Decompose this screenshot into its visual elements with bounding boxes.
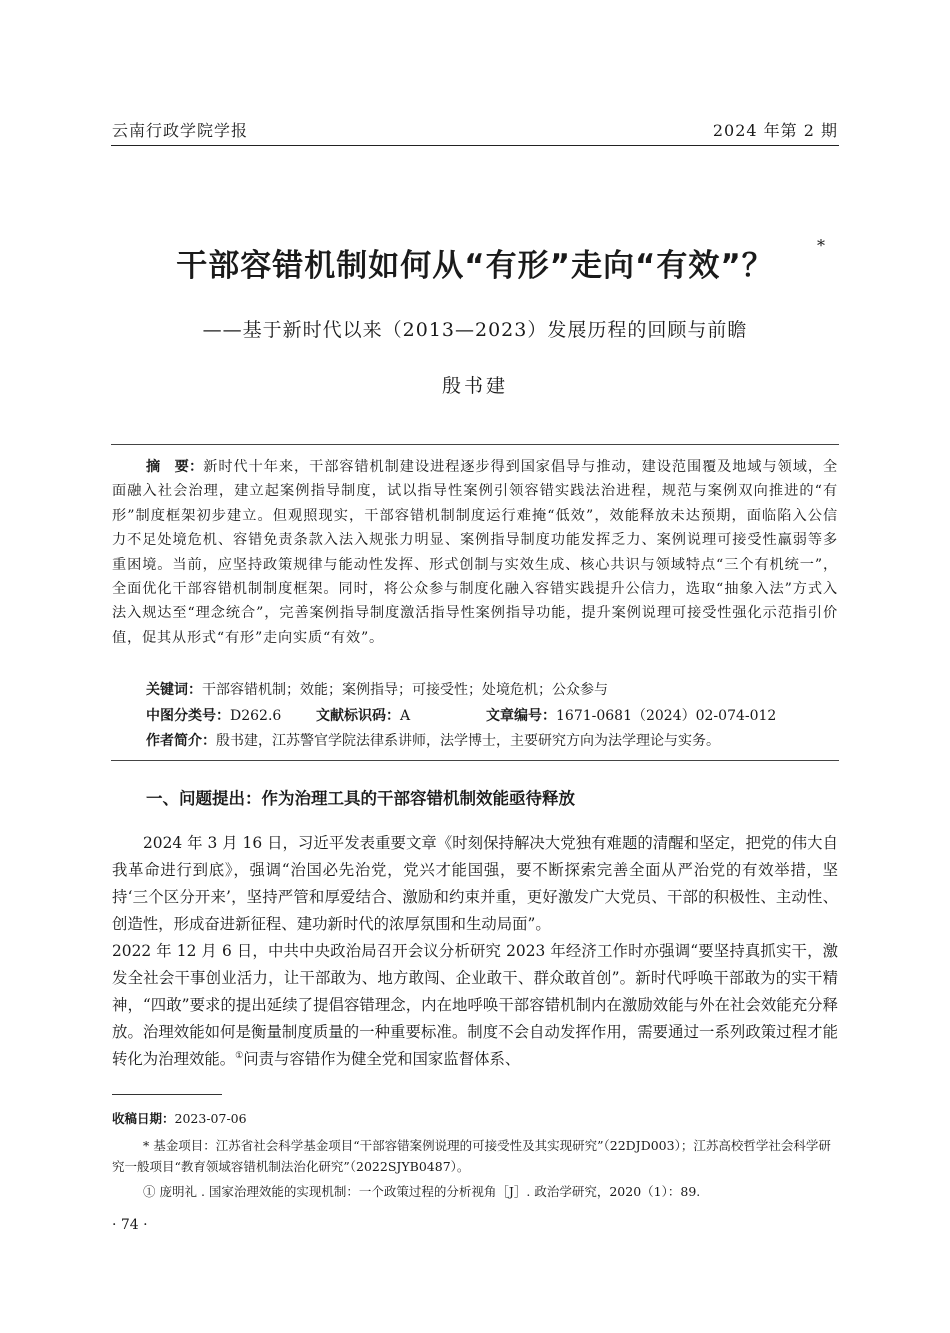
- article-no-label: 文章编号：: [486, 708, 556, 724]
- article-title: 干部容错机制如何从“有形”走向“有效”？: [176, 248, 774, 284]
- abstract-label: 摘 要：: [146, 459, 204, 475]
- section-heading: 一、问题提出：作为治理工具的干部容错机制效能亟待释放: [146, 789, 575, 808]
- article-no-value: 1671-0681（2024）02-074-012: [556, 708, 777, 724]
- abstract-bottom-rule: [111, 760, 839, 761]
- received-date: [112, 1109, 247, 1127]
- author-bio: [146, 730, 720, 750]
- keywords-text: 干部容错机制；效能；案例指导；可接受性；处境危机；公众参与: [202, 682, 608, 698]
- keywords-label: 关键词：: [146, 682, 202, 698]
- body-paragraph: 2024 年 3 月 16 日，习近平发表重要文章《时刻保持解决大党独有难题的清醒和坚定，把党的伟大自我革命进行到底》，强调“治国必先治党，党兴才能国强，要不断探索完善全面从严治党的有效举措，坚持‘三个区分开来’，坚持严管和厚爱结合、激励和约束并重，更好激发广大党员、干部的积极性、主动性、创造性，形成奋进新征程、建功新时代的浓厚氛围和生动局面”。: [112, 834, 838, 933]
- header-rule: [111, 145, 839, 146]
- abstract-text: 新时代十年来，干部容错机制建设进程逐步得到国家倡导与推动，建设范围覆及地域与领域，全面融入社会治理，建立起案例指导制度，试以指导性案例引领容错实践法治进程，规范与案例双向推进的“有形”制度框架初步建立。但观照现实，干部容错机制制度运行难掩“低效”，效能释放未达预期，面临陷入公信力不足处境危机、容错免责条款入法入规张力明显、案例指导制度功能发挥乏力、案例说理可接受性羸弱等多重困境。当前，应坚持政策规律与能动性发挥、形式创制与实效生成、核心共识与领域特点“三个有机统一”，全面优化干部容错机制制度框架。同时，将公众参与制度化融入容错实践提升公信力，选取“抽象入法”方式入法入规达至“理念统合”，完善案例指导制度激活指导性案例指导功能，提升案例说理可接受性强化示范指引价值，促其从形式“有形”走向实质“有效”。: [112, 459, 838, 646]
- journal-name: 云南行政学院学报: [112, 121, 249, 140]
- article-subtitle: ——基于新时代以来（2013—2023）发展历程的回顾与前瞻: [202, 319, 748, 341]
- footnote-ref: ①: [235, 1050, 244, 1061]
- bio-text: 殷书建，江苏警官学院法律系讲师，法学博士，主要研究方向为法学理论与实务。: [216, 733, 720, 749]
- classification-line: [146, 705, 826, 725]
- fund-note: * 基金项目：江苏省社会科学基金项目“干部容错案例说理的可接受性及其实现研究”（22DJD003）；江苏高校哲学社会科学研究一般项目“教育领域容错机制法治化研究”（2022SJYB0487）。: [112, 1138, 831, 1174]
- clc-value: D262.6: [230, 708, 282, 724]
- body-paragraph-text: 问责与容错作为健全党和国家监督体系、: [243, 1050, 521, 1068]
- title-footnote-mark: *: [817, 236, 825, 255]
- doc-code-value: A: [400, 708, 411, 724]
- issue-label: 2024 年第 2 期: [712, 121, 838, 140]
- received-value: 2023-07-06: [174, 1111, 247, 1126]
- received-label: 收稿日期：: [112, 1111, 175, 1126]
- bio-label: 作者简介：: [146, 733, 216, 749]
- abstract: [112, 455, 838, 650]
- abstract-top-rule: [111, 444, 839, 445]
- body-paragraph: [112, 938, 838, 1073]
- doc-code-label: 文献标识码：: [316, 708, 400, 724]
- footnote-rule: [112, 1094, 222, 1095]
- author-name: 殷书建: [441, 375, 508, 397]
- footnote-1: ① 庞明礼 . 国家治理效能的实现机制：一个政策过程的分析视角［J］. 政治学研究，2020（1）：89.: [143, 1184, 701, 1199]
- page-number: · 74 ·: [112, 1217, 148, 1233]
- body-text: [112, 830, 838, 1073]
- body-paragraph-text: 2022 年 12 月 6 日，中共中央政治局召开会议分析研究 2023 年经济工作时亦强调“要坚持真抓实干，激发全社会干事创业活力，让干部敢为、地方敢闯、企业敢干、群众敢首创”。新时代呼唤干部敢为的实干精神，“四敢”要求的提出延续了提倡容错理念，内在地呼唤干部容错机制内在激励效能与外在社会效能充分释放。治理效能如何是衡量制度质量的一种重要标准。制度不会自动发挥作用，需要通过一系列政策过程才能转化为治理效能。: [112, 942, 838, 1068]
- keywords: [146, 679, 608, 699]
- clc-label: 中图分类号：: [146, 708, 230, 724]
